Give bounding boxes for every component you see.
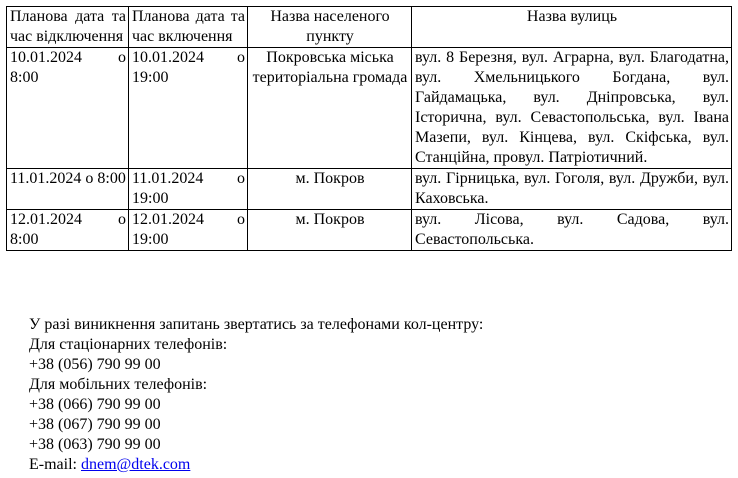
mobile-label: Для мобільних телефонів: <box>29 376 208 393</box>
email-label: E-mail: <box>29 456 77 473</box>
email-link[interactable]: dnem@dtek.com <box>80 456 191 473</box>
mobile-phone: +38 (063) 790 99 00 <box>29 436 161 453</box>
header-on-datetime: Планова дата та час включення <box>129 7 248 48</box>
cell-settlement: м. Покров <box>248 169 412 210</box>
cell-streets: вул. 8 Березня, вул. Аграрна, вул. Благодатна, вул. Хмельницького Богдана, вул. Гайдамацька, вул. Дніпровська, вул. Історична, вул. Севастопольська, вул. Івана Мазепи, вул. Кінцева, вул. Скіфська, вул. Станційна, провул. Патріотичний. <box>412 48 732 169</box>
contacts-intro: У разі виникнення запитань звертатись за телефонами кол-центру: <box>29 316 484 333</box>
header-off-datetime: Планова дата та час відключення <box>7 7 129 48</box>
header-streets: Назва вулиць <box>412 7 732 48</box>
table-row <box>7 210 732 251</box>
mobile-phone: +38 (066) 790 99 00 <box>29 396 161 413</box>
landline-phone: +38 (056) 790 99 00 <box>29 356 161 373</box>
outage-schedule-table <box>6 6 732 251</box>
contact-info <box>29 315 483 475</box>
cell-on-datetime: 10.01.2024 о 19:00 <box>129 48 248 169</box>
cell-streets: вул. Гірницька, вул. Гоголя, вул. Дружби, вул. Каховська. <box>412 169 732 210</box>
cell-settlement: м. Покров <box>248 210 412 251</box>
cell-settlement: Покровська міська територіальна громада <box>248 48 412 169</box>
cell-on-datetime: 11.01.2024 о 19:00 <box>129 169 248 210</box>
cell-off-datetime: 10.01.2024 о 8:00 <box>7 48 129 169</box>
cell-streets: вул. Лісова, вул. Садова, вул. Севастопольська. <box>412 210 732 251</box>
cell-off-datetime: 12.01.2024 о 8:00 <box>7 210 129 251</box>
landline-label: Для стаціонарних телефонів: <box>29 336 228 353</box>
cell-off-datetime: 11.01.2024 о 8:00 <box>7 169 129 210</box>
email-line <box>29 455 483 475</box>
table-row <box>7 169 732 210</box>
cell-on-datetime: 12.01.2024 о 19:00 <box>129 210 248 251</box>
mobile-phone: +38 (067) 790 99 00 <box>29 416 161 433</box>
table-row <box>7 48 732 169</box>
header-settlement: Назва населеного пункту <box>248 7 412 48</box>
table-header-row <box>7 7 732 48</box>
